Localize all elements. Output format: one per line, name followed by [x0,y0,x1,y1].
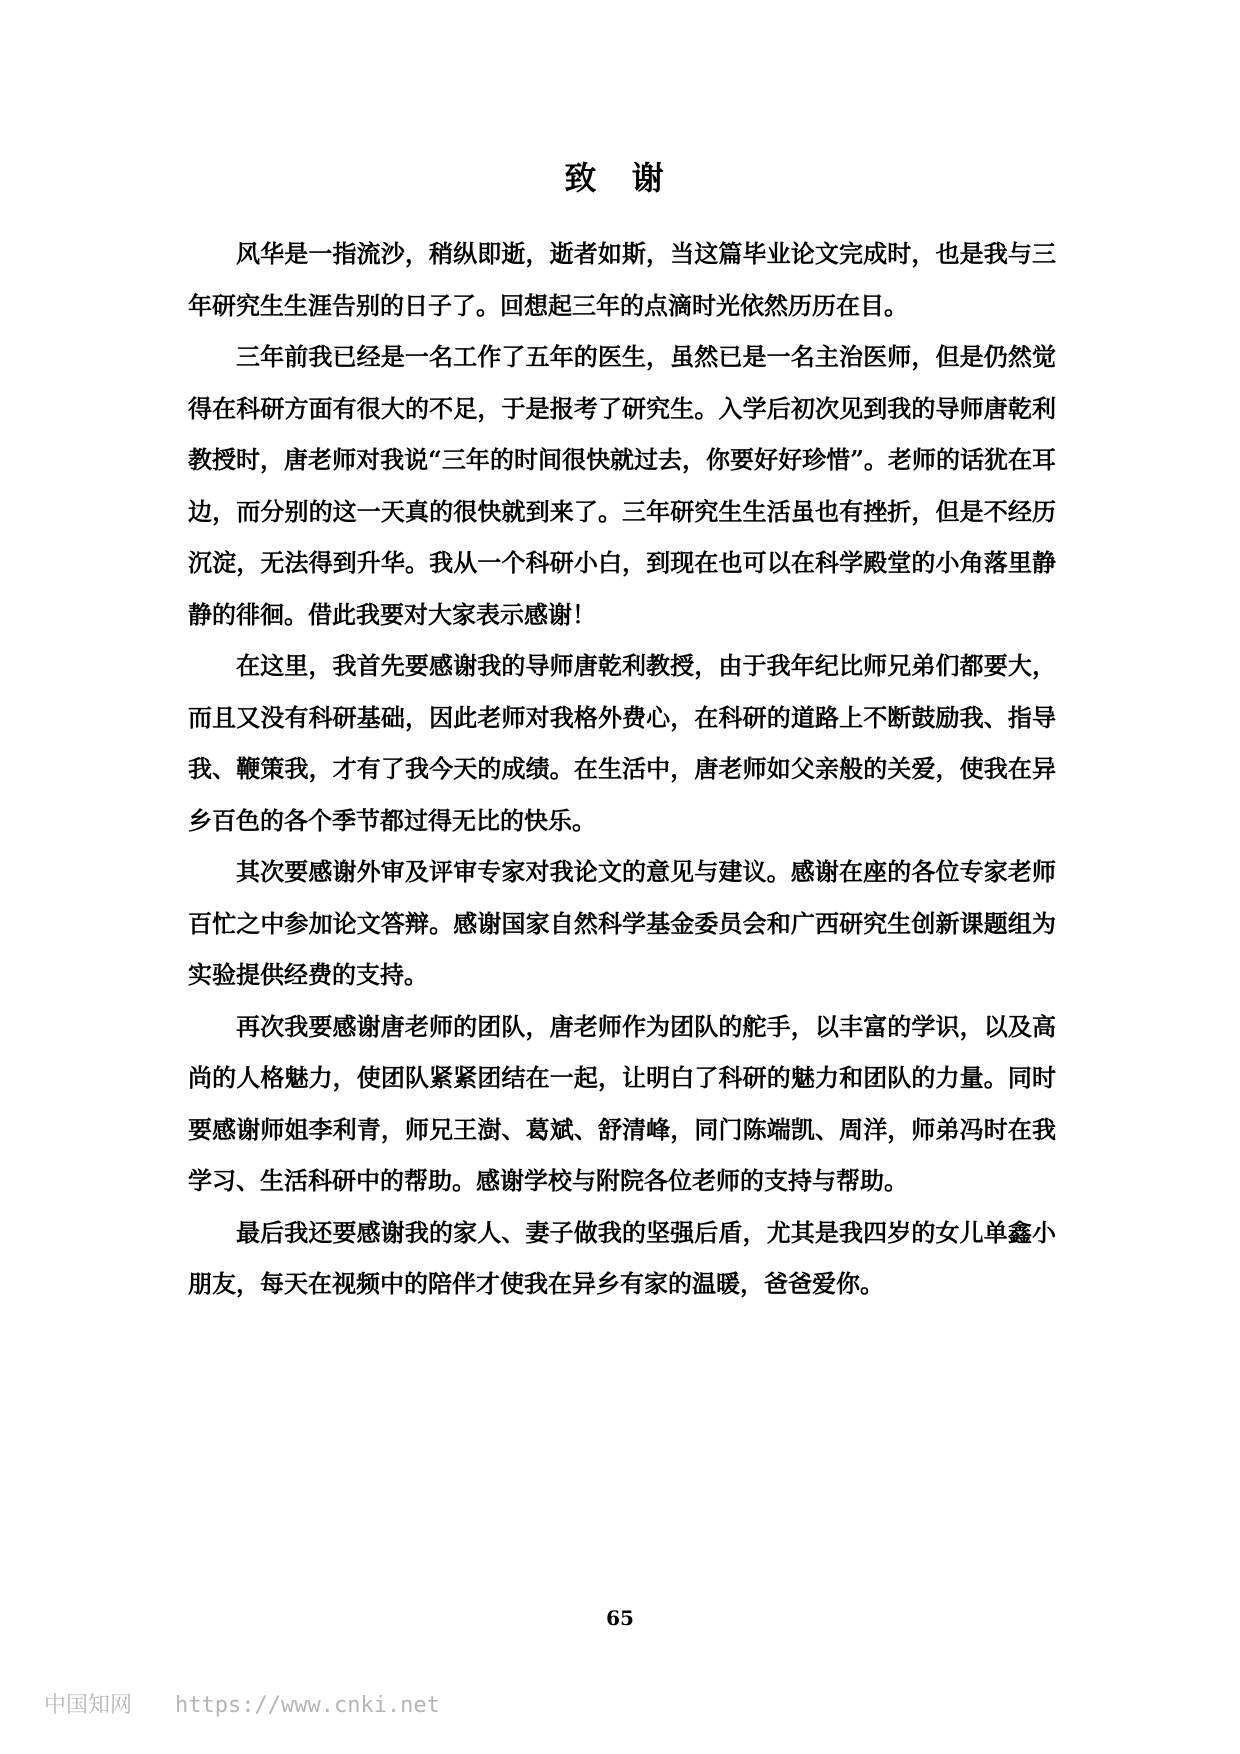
watermark-url: https://www.cnki.net [175,1693,440,1718]
paragraph-3: 在这里，我首先要感谢我的导师唐乾利教授，由于我年纪比师兄弟们都要大，而且又没有科研基础，因此老师对我格外费心，在科研的道路上不断鼓励我、指导我、鞭策我，才有了我今天的成绩。在生活中，唐老师如父亲般的关爱，使我在异乡百色的各个季节都过得无比的快乐。 [188,651,1056,835]
paragraph-5: 再次我要感谢唐老师的团队，唐老师作为团队的舵手，以丰富的学识，以及高尚的人格魅力，使团队紧紧团结在一起，让明白了科研的魅力和团队的力量。同时要感谢师姐李利青，师兄王澍、葛斌、舒清峰，同门陈端凯、周洋，师弟冯时在我学习、生活科研中的帮助。感谢学校与附院各位老师的支持与帮助。 [188,1011,1056,1195]
paragraph-1: 风华是一指流沙，稍纵即逝，逝者如斯，当这篇毕业论文完成时，也是我与三年研究生生涯告别的日子了。回想起三年的点滴时光依然历历在目。 [188,239,1056,320]
paragraph-4: 其次要感谢外审及评审专家对我论文的意见与建议。感谢在座的各位专家老师百忙之中参加论文答辩。感谢国家自然科学基金委员会和广西研究生创新课题组为实验提供经费的支持。 [188,857,1056,989]
watermark-site-name: 中国知网 [44,1693,133,1718]
acknowledgement-body [188,228,1056,1310]
paragraph-6: 最后我还要感谢我的家人、妻子做我的坚强后盾，尤其是我四岁的女儿单鑫小朋友，每天在视频中的陪伴才使我在异乡有家的温暖，爸爸爱你。 [188,1217,1056,1298]
page-number: 65 [606,1606,634,1630]
paragraph-2: 三年前我已经是一名工作了五年的医生，虽然已是一名主治医师，但是仍然觉得在科研方面有很大的不足，于是报考了研究生。入学后初次见到我的导师唐乾利教授时，唐老师对我说“三年的时间很快就过去，你要好好珍惜”。老师的话犹在耳边，而分别的这一天真的很快就到来了。三年研究生生活虽也有挫折，但是不经历沉淀，无法得到升华。我从一个科研小白，到现在也可以在科学殿堂的小角落里静静的徘徊。借此我要对大家表示感谢！ [188,342,1056,629]
cnki-watermark [44,1692,440,1720]
page-title: 致 谢 [564,159,676,197]
